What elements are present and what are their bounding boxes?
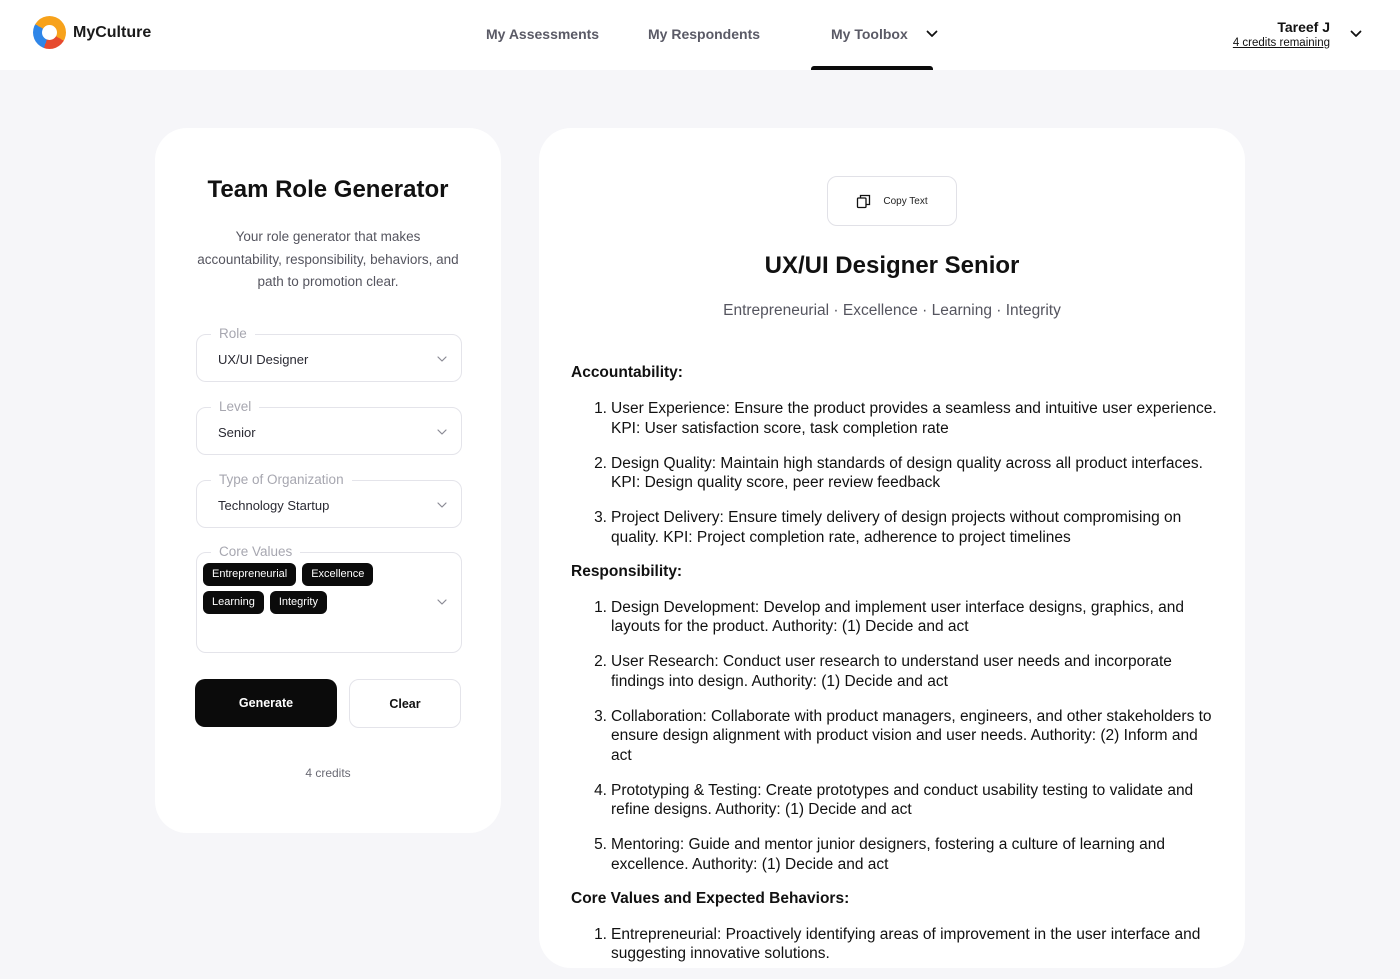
copy-text-label: Copy Text — [883, 195, 928, 207]
organization-type-label: Type of Organization — [211, 471, 352, 489]
role-value: UX/UI Designer — [218, 352, 309, 367]
core-values-tags — [203, 563, 433, 614]
core-value-tag[interactable]: Excellence — [302, 563, 373, 586]
list-item: 5. Mentoring: Guide and mentor junior designers, fostering a culture of learning and excellence. Authority: (1) Decide and act — [594, 836, 1166, 873]
credits-note: 4 credits — [305, 766, 351, 780]
list-item: 3. Collaboration: Collaborate with product managers, engineers, and other stakeholders to ensure design alignment with product vision and user needs. Authority: (2) Inform and act — [594, 707, 1212, 764]
form-description: Your role generator that makes accountability, responsibility, behaviors, and path to promotion clear. — [197, 229, 459, 289]
accountability-list — [571, 399, 1221, 547]
result-title: UX/UI Designer Senior — [764, 252, 1020, 279]
generator-form-card — [155, 128, 501, 833]
app-name: MyCulture — [73, 23, 152, 41]
credits-remaining-link[interactable]: 4 credits remaining — [1232, 37, 1330, 49]
nav-active-indicator — [811, 66, 933, 70]
user-name: Tareef J — [1277, 19, 1330, 35]
chevron-down-icon[interactable] — [925, 27, 939, 41]
nav-my-respondents[interactable]: My Respondents — [648, 26, 761, 42]
logo-icon — [33, 16, 66, 49]
user-menu[interactable] — [1233, 19, 1330, 49]
nav-my-assessments[interactable]: My Assessments — [486, 26, 600, 42]
clear-button[interactable]: Clear — [349, 679, 461, 728]
core-values-behaviors-list — [571, 925, 1221, 964]
list-item: 3. Project Delivery: Ensure timely delivery of design projects without compromising on quality. KPI: Project completion rate, adherence to project timelines — [594, 509, 1182, 546]
chevron-down-icon — [436, 353, 448, 365]
copy-text-button[interactable] — [827, 176, 957, 226]
organization-type-value: Technology Startup — [218, 498, 330, 513]
top-header — [0, 0, 1400, 70]
form-title: Team Role Generator — [207, 176, 449, 203]
list-item: 2. Design Quality: Maintain high standards of design quality across all product interfaces. KPI: Design quality score, peer review feedback — [594, 454, 1203, 491]
section-heading: Core Values and Expected Behaviors: — [571, 889, 850, 907]
nav-my-toolbox[interactable]: My Toolbox — [831, 26, 908, 42]
section-heading: Responsibility: — [571, 562, 683, 580]
role-select[interactable] — [196, 326, 462, 382]
list-item: 1. Entrepreneurial: Proactively identifying areas of improvement in the user interface and suggesting innovative solutions. — [594, 925, 1201, 962]
result-values-line: Entrepreneurial · Excellence · Learning · Integrity — [723, 302, 1061, 319]
app-logo[interactable] — [33, 16, 151, 49]
core-values-label: Core Values — [211, 543, 300, 561]
copy-icon — [856, 194, 871, 209]
responsibility-list — [571, 598, 1221, 875]
core-value-tag[interactable]: Integrity — [270, 591, 327, 614]
result-content — [571, 364, 1221, 979]
generate-button[interactable]: Generate — [195, 679, 337, 727]
organization-type-select[interactable] — [196, 472, 462, 528]
role-label: Role — [211, 325, 255, 343]
result-card — [539, 128, 1245, 968]
level-value: Senior — [218, 425, 256, 440]
core-value-tag[interactable]: Learning — [203, 591, 264, 614]
core-value-tag[interactable]: Entrepreneurial — [203, 563, 296, 586]
list-item: 1. Design Development: Develop and implement user interface designs, graphics, and layouts for the product. Authority: (1) Decide and act — [594, 598, 1184, 635]
list-item: 2. User Research: Conduct user research to understand user needs and incorporate findings into design. Authority: (1) Decide and act — [594, 653, 1172, 690]
chevron-down-icon — [436, 596, 448, 608]
section-heading: Accountability: — [571, 364, 683, 381]
core-values-select[interactable] — [196, 544, 462, 653]
level-label: Level — [211, 398, 259, 416]
chevron-down-icon — [436, 499, 448, 511]
list-item: 1. User Experience: Ensure the product provides a seamless and intuitive user experience. KPI: User satisfaction score, task completion rate — [594, 400, 1217, 437]
chevron-down-icon — [436, 426, 448, 438]
list-item: 4. Prototyping & Testing: Create prototypes and conduct usability testing to validate and refine designs. Authority: (1) Decide and act — [594, 781, 1194, 818]
chevron-down-icon[interactable] — [1349, 27, 1363, 41]
level-select[interactable] — [196, 399, 462, 455]
